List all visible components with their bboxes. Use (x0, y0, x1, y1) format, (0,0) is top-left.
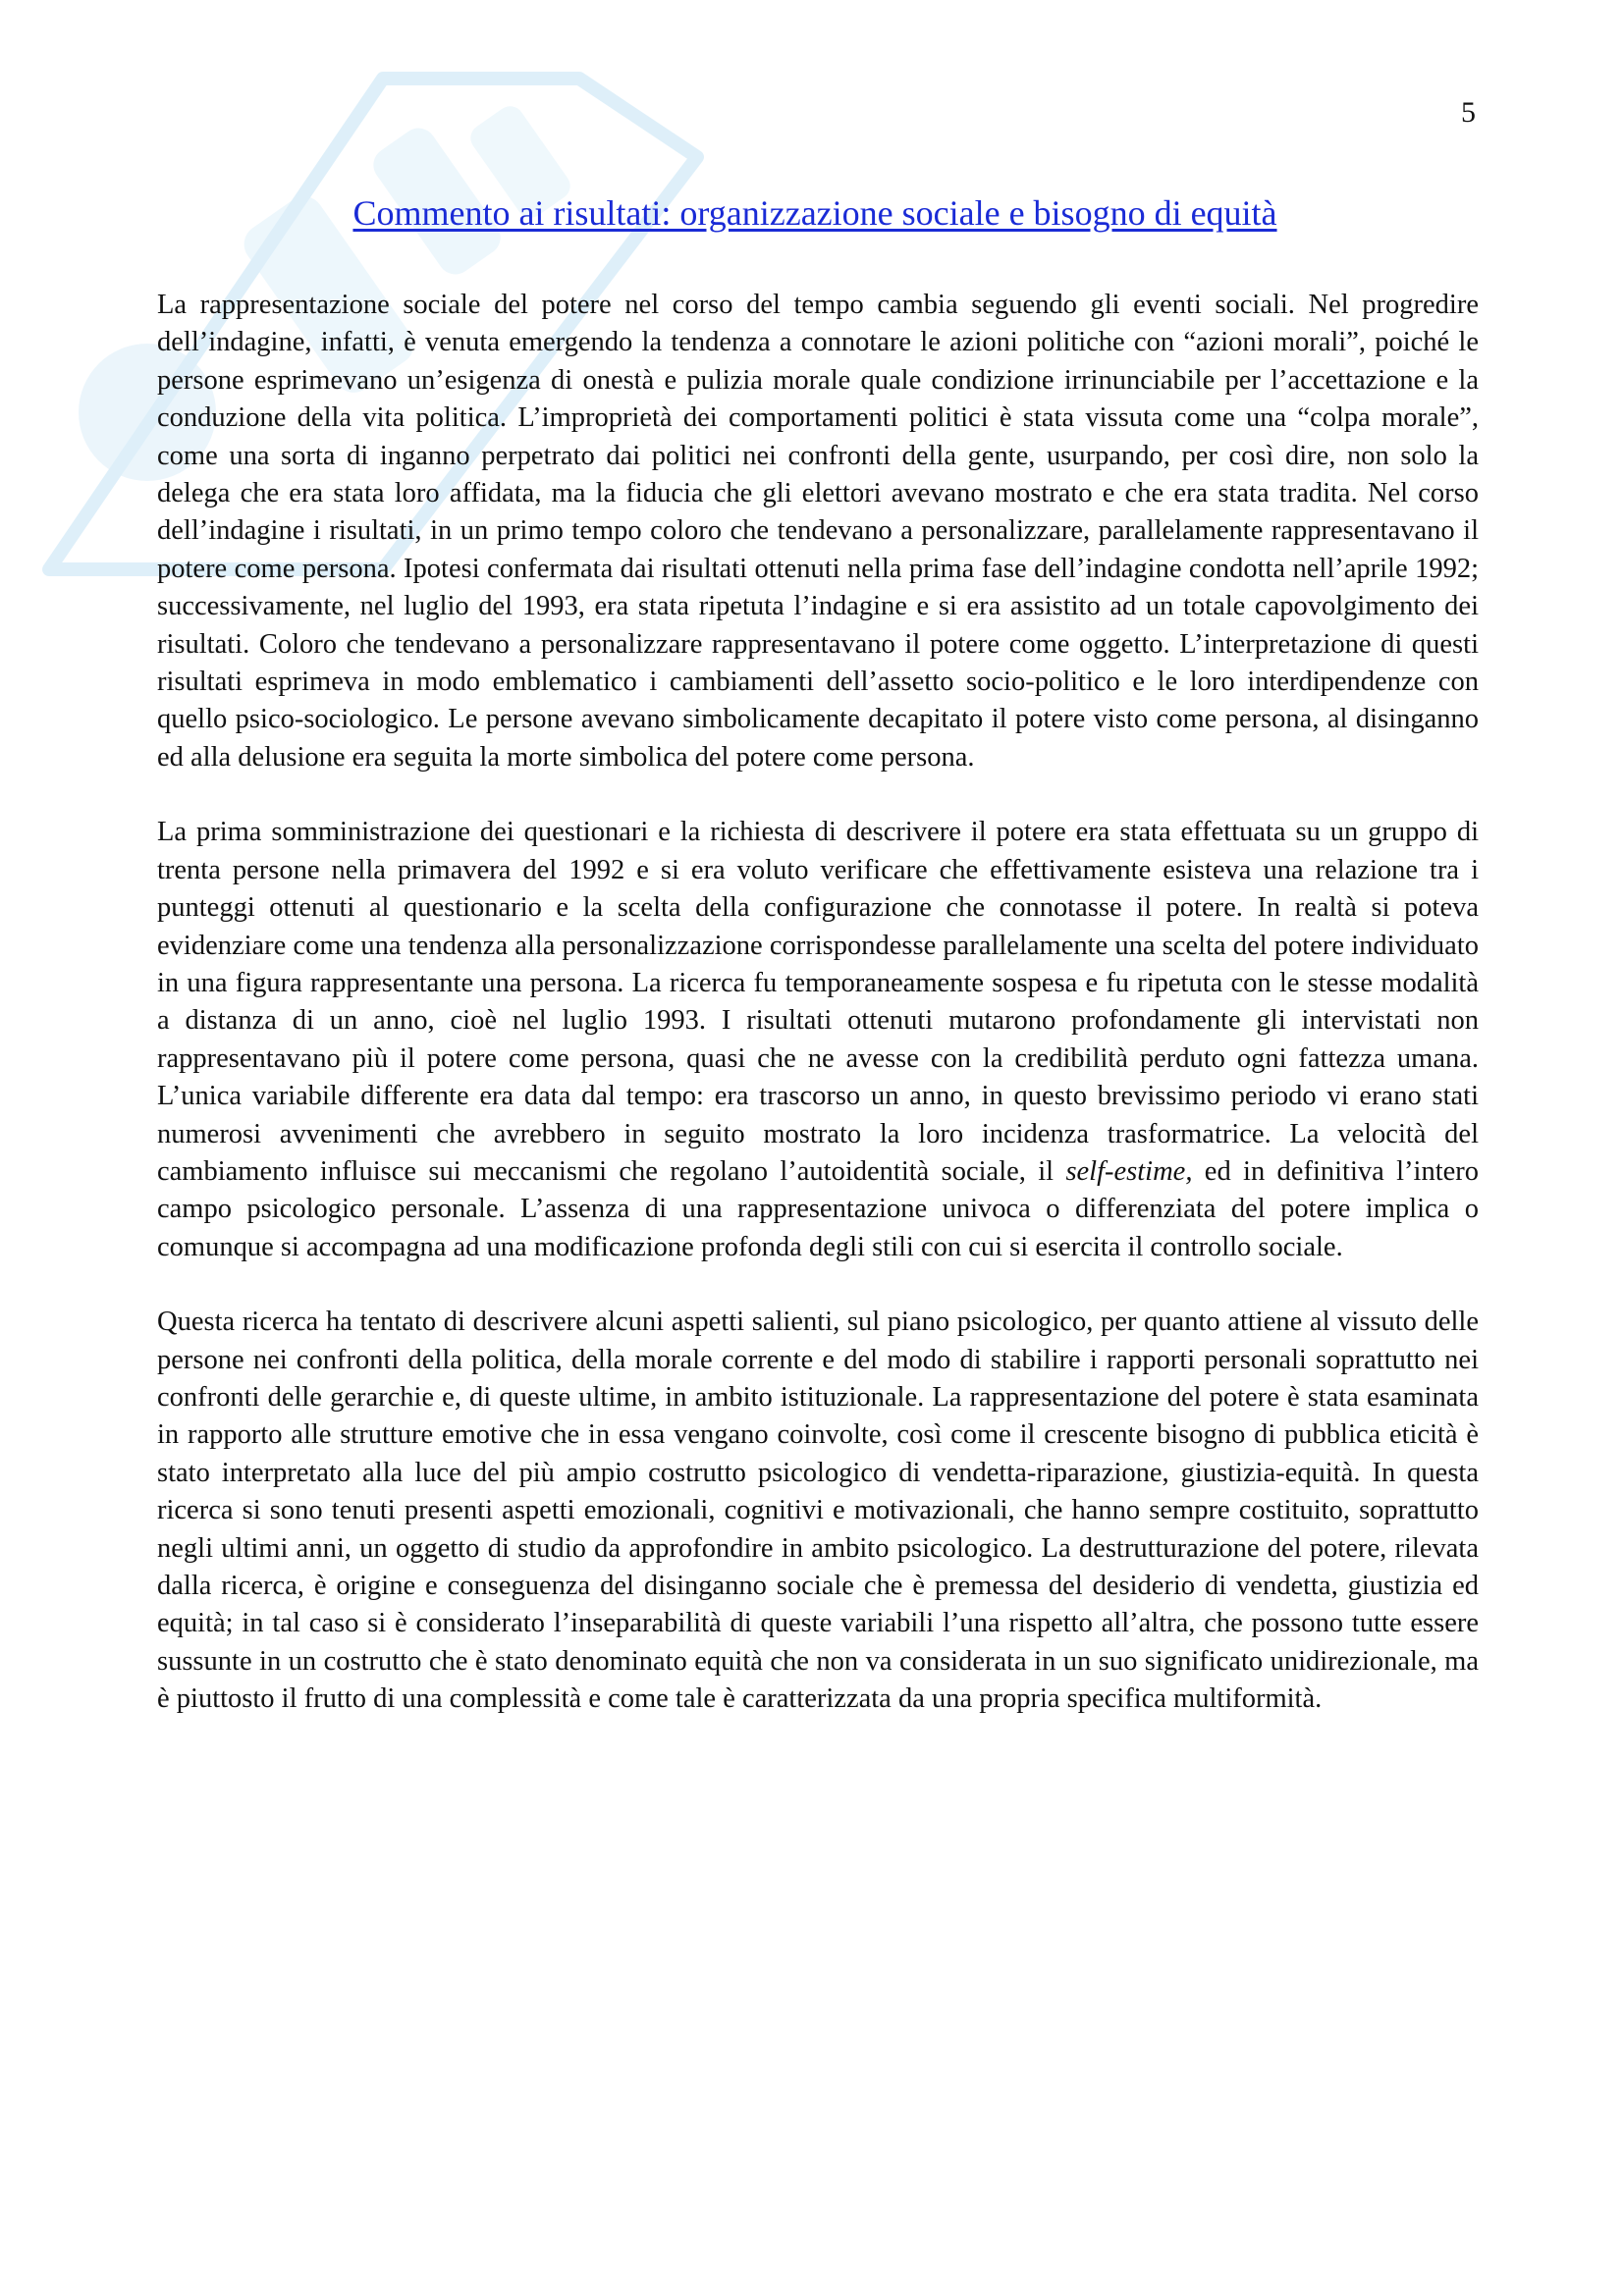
paragraph-3: Questa ricerca ha tentato di descrivere alcuni aspetti salienti, sul piano psicologico, per quanto attiene al vissuto delle persone nei confronti della politica, della morale corrente e del modo di stabilire i rapporti personali soprattutto nei confronti delle gerarchie e, di queste ultime, in ambito istituzionale. La rappresentazione del potere è stata esaminata in rapporto alle strutture emotive che in essa vengano coinvolte, così come il crescente bisogno di pubblica eticità è stato interpretato alla luce del più ampio costrutto psicologico di vendetta-riparazione, giustizia-equità. In questa ricerca si sono tenuti presenti aspetti emozionali, cognitivi e motivazionali, che hanno sempre costituito, soprattutto negli ultimi anni, un oggetto di studio da approfondire in ambito psicologico. La destrutturazione del potere, rilevata dalla ricerca, è origine e conseguenza del disinganno sociale che è premessa del desiderio di vendetta, giustizia ed equità; in tal caso si è considerato l’inseparabilità di queste variabili l’una rispetto all’altra, che possono tutte essere sussunte in un costrutto che è stato denominato equità che non va considerata in un suo significato unidirezionale, ma è piuttosto il frutto di una complessità e come tale è caratterizzata da una propria specifica multiformità. (157, 1307, 1479, 1715)
paragraph-2-emphasis: self-estime, (1065, 1155, 1193, 1187)
paragraph-2 (157, 814, 1479, 1266)
section-title-link[interactable]: Commento ai risultati: organizzazione sociale e bisogno di equità (352, 193, 1277, 233)
body-text (157, 287, 1479, 1756)
paragraph-2-part-2: ed in definitiva l’intero campo psicologico personale. L’assenza di una rappresentazione univoca o differenziata del potere implica o comunque si accompagna ad una modificazione profonda degli stili con cui si esercita il controllo sociale. (157, 1155, 1479, 1262)
page-number: 5 (1461, 96, 1476, 129)
paragraph-2-part-1: La prima somministrazione dei questionari e la richiesta di descrivere il potere era stata effettuata su un gruppo di trenta persone nella primavera del 1992 e si era voluto verificare che effettivamente esisteva una relazione tra i punteggi ottenuti al questionario e la scelta della configurazione che connotasse il potere. In realtà si poteva evidenziare come una tendenza alla personalizzazione corrispondesse parallelamente una scelta del potere individuato in una figura rappresentante una persona. La ricerca fu temporaneamente sospesa e fu ripetuta con le stesse modalità a distanza di un anno, cioè nel luglio 1993. I risultati ottenuti mutarono profondamente gli intervistati non rappresentavano più il potere come persona, quasi che ne avesse con la credibilità perduto ogni fattezza umana. L’unica variabile differente era data dal tempo: era trascorso un anno, in questo brevissimo periodo vi erano stati numerosi avvenimenti che avrebbero in seguito mostrato la loro incidenza trasformatrice. La velocità del cambiamento influisce sui meccanismi che regolano l’autoidentità sociale, il (157, 817, 1479, 1187)
paragraph-1: La rappresentazione sociale del potere nel corso del tempo cambia seguendo gli eventi sociali. Nel progredire dell’indagine, infatti, è venuta emergendo la tendenza a connotare le azioni politiche con “azioni morali”, poiché le persone esprimevano un’esigenza di onestà e pulizia morale quale condizione irrinunciabile per l’accettazione e la conduzione della vita politica. L’improprietà dei comportamenti politici è stata vissuta come una “colpa morale”, come una sorta di inganno perpetrato dai politici nei confronti della gente, usurpando, per così dire, non solo la delega che era stata loro affidata, ma la fiducia che gli elettori avevano mostrato e che era stata tradita. Nel corso dell’indagine i risultati, in un primo tempo coloro che tendevano a personalizzare, parallelamente rappresentavano il potere come persona. Ipotesi confermata dai risultati ottenuti nella prima fase dell’indagine condotta nell’aprile 1992; successivamente, nel luglio del 1993, era stata ripetuta l’indagine e si era assistito ad un totale capovolgimento dei risultati. Coloro che tendevano a personalizzare rappresentavano il potere come oggetto. L’interpretazione di questi risultati esprimeva in modo emblematico i cambiamenti dell’assetto socio-politico e le loro interdipendenze con quello psico-sociologico. Le persone avevano simbolicamente decapitato il potere visto come persona, al disinganno ed alla delusione era seguita la morte simbolica del potere come persona. (157, 290, 1479, 773)
section-title (157, 192, 1473, 235)
